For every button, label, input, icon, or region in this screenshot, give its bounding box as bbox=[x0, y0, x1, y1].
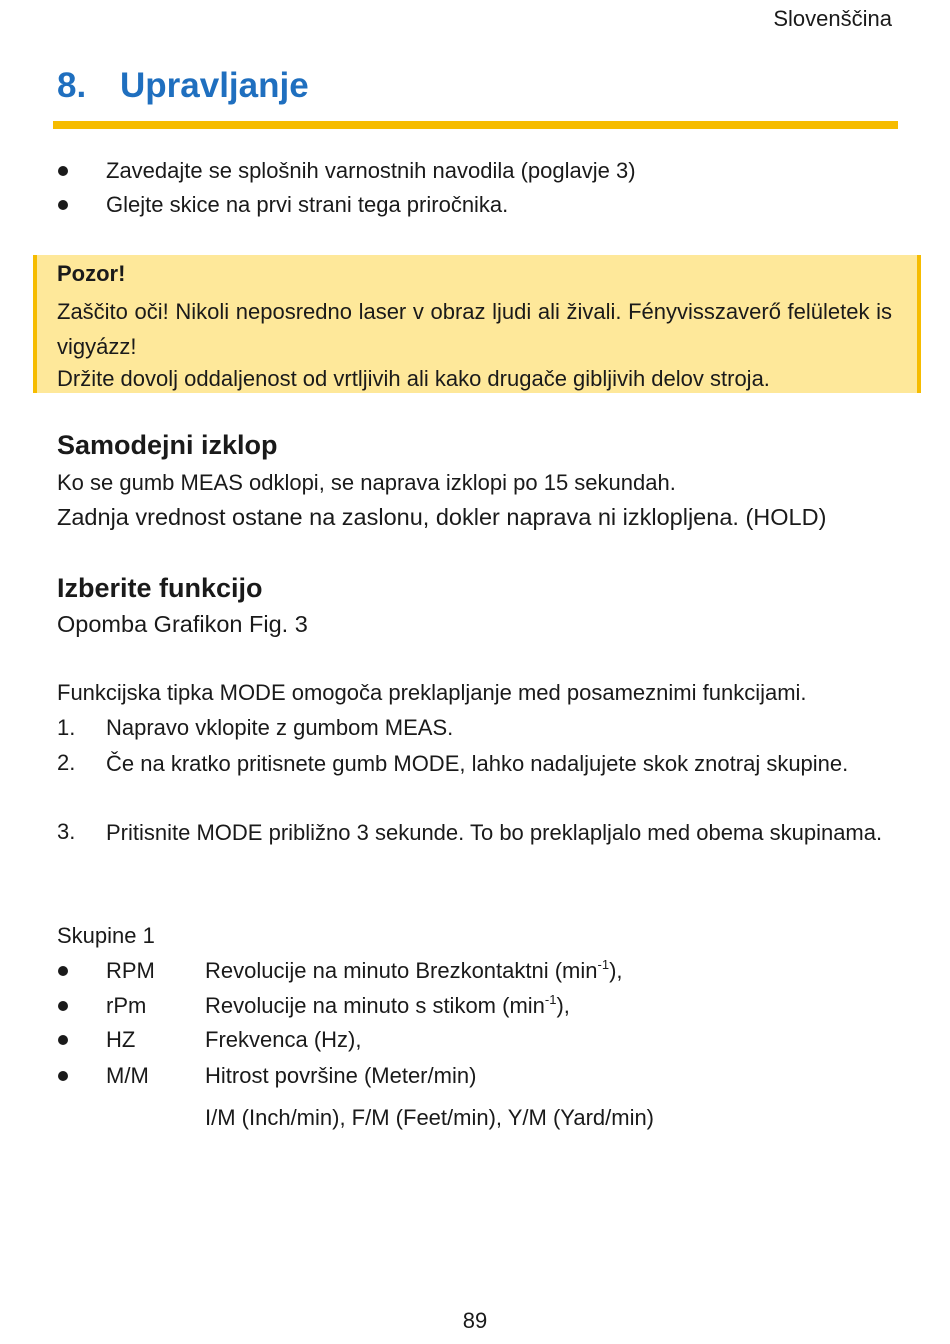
group-item-desc: Hitrost površine (Meter/min) bbox=[205, 1063, 477, 1088]
bullet-icon bbox=[58, 1035, 68, 1045]
desc-tail: ), bbox=[609, 958, 623, 983]
step-number: 3. bbox=[57, 819, 76, 844]
group-item-desc bbox=[205, 956, 623, 986]
warning-box bbox=[33, 255, 921, 393]
page-number: 89 bbox=[462, 1308, 488, 1333]
group-item-code: M/M bbox=[106, 1063, 149, 1088]
step-text: Pritisnite MODE približno 3 sekunde. To bo preklapljalo med obema skupinama. bbox=[106, 820, 883, 845]
warning-title: Pozor! bbox=[57, 261, 126, 286]
desc-text: Revolucije na minuto s stikom (min bbox=[205, 993, 545, 1018]
step-text: Napravo vklopite z gumbom MEAS. bbox=[106, 715, 454, 740]
bullet-icon bbox=[58, 966, 68, 976]
bullet-icon bbox=[58, 1071, 68, 1081]
group-extra-units: I/M (Inch/min), F/M (Feet/min), Y/M (Yard/min) bbox=[205, 1105, 655, 1130]
chapter-title: Upravljanje bbox=[120, 66, 309, 105]
bullet-icon bbox=[58, 200, 68, 210]
intro-bullet: Zavedajte se splošnih varnostnih navodila (poglavje 3) bbox=[106, 158, 636, 183]
section-heading-auto-off: Samodejni izklop bbox=[57, 430, 278, 460]
group-heading: Skupine 1 bbox=[57, 923, 155, 948]
group-item-code: rPm bbox=[106, 993, 147, 1018]
group-item-desc: Frekvenca (Hz), bbox=[205, 1027, 362, 1052]
warning-text: Držite dovolj oddaljenost od vrtljivih ali kako drugače gibljivih delov stroja. bbox=[57, 366, 770, 391]
superscript: -1 bbox=[544, 992, 557, 1007]
warning-text: Zaščito oči! Nikoli neposredno laser v obraz ljudi ali živali. Fényvisszaverő felületek is vigyázz! bbox=[57, 299, 892, 359]
step-number: 2. bbox=[57, 750, 76, 775]
superscript: -1 bbox=[597, 957, 610, 972]
header-language: Slovenščina bbox=[773, 6, 892, 31]
chapter-divider bbox=[53, 121, 898, 129]
chapter-number: 8. bbox=[57, 66, 87, 105]
intro-bullet: Glejte skice na prvi strani tega priročnika. bbox=[106, 192, 509, 217]
section-heading-select-function: Izberite funkcijo bbox=[57, 573, 263, 603]
bullet-icon bbox=[58, 166, 68, 176]
group-item-desc bbox=[205, 991, 570, 1021]
desc-tail: ), bbox=[556, 993, 570, 1018]
paragraph: Zadnja vrednost ostane na zaslonu, dokler naprava ni izklopljena. (HOLD) bbox=[57, 504, 827, 530]
figure-note: Opomba Grafikon Fig. 3 bbox=[57, 611, 308, 637]
group-item-code: HZ bbox=[106, 1027, 136, 1052]
step-text: Če na kratko pritisnete gumb MODE, lahko nadaljujete skok znotraj skupine. bbox=[106, 751, 849, 776]
group-item-code: RPM bbox=[106, 958, 155, 983]
paragraph: Ko se gumb MEAS odklopi, se naprava izklopi po 15 sekundah. bbox=[57, 470, 676, 495]
desc-text: Revolucije na minuto Brezkontaktni (min bbox=[205, 958, 598, 983]
chapter-heading bbox=[57, 66, 309, 106]
paragraph: Funkcijska tipka MODE omogoča preklapljanje med posameznimi funkcijami. bbox=[57, 680, 807, 705]
step-number: 1. bbox=[57, 715, 76, 740]
bullet-icon bbox=[58, 1001, 68, 1011]
